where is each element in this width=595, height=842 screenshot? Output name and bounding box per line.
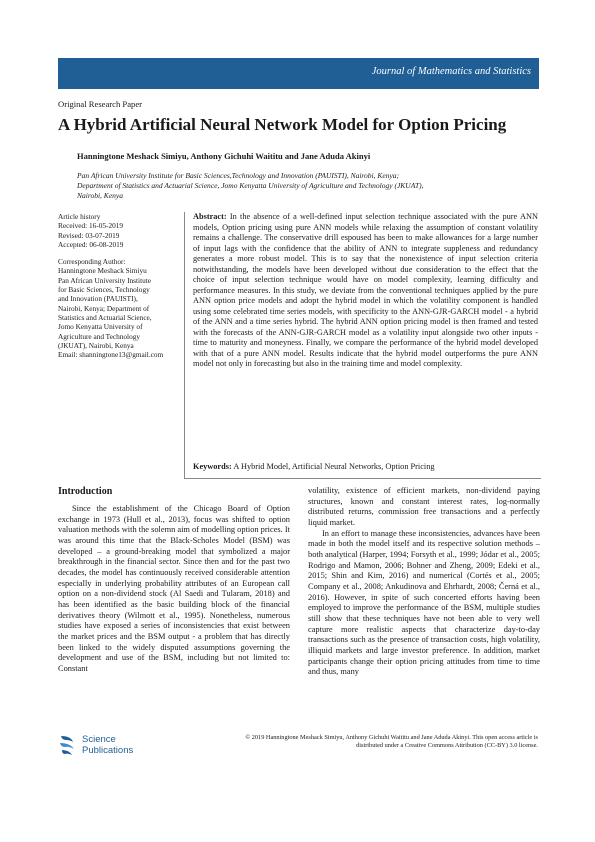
article-sidebar [58,212,178,359]
publisher-line: Science [82,734,116,745]
corresponding-line: Statistics and Actuarial Science, [58,312,152,322]
copyright-notice [196,734,538,750]
body-column-right [308,486,540,678]
corresponding-line: Nairobi, Kenya; Department of [58,303,150,313]
body-column-left [58,486,290,675]
journal-name: Journal of Mathematics and Statistics [371,66,531,77]
journal-banner [58,58,539,89]
science-publications-logo-icon [58,734,78,756]
paragraph: Since the establishment of the Chicago Board of Option exchange in 1973 (Hull et al., 2013), focus was shifted to option valuation methods with the solemn aim of modelling option prices. It was around this time that the Black-Scholes Model (BSM) was developed – a ground-breaking model that symbolized a major breakthrough in the financial sector. Since then and for the past two decades, the model has continuously received considerable attention especially in underlying probability attributes of an European call option on a non-dividend stock (Al Saedi and Tularam, 2018) and has been identified as the basic building block of the financial derivatives theory (Wilmott et al., 1995). Nonetheless, numerous studies have exposed a series of inconsistencies that exist between the market prices and the BSM output - a problem that has directly been linked to the widely disputed assumptions governing the development and use of the BSM, including but not limited to: Constant [58,504,290,673]
history-line: Accepted: 06-08-2019 [58,239,124,249]
paragraph: In an effort to manage these inconsistencies, advances have been made in both the model itself and its respective solution methods – both analytical (Harper, 1994; Forsyth et al., 1999; Jódar et al., 2005; Rodrigo and Mamon, 2006; Bohner and Zheng, 2009; Edeki et al., 2015; Shin and Kim, 2016) and numerical (Cortés et al., 2005; Company et al., 2008; Ankudinova and Ehrhardt, 2008; Černá et al., 2016). However, in spite of such concerted efforts having been employed to improve the performance of the BSM, multiple studies still show that these techniques have not been able to very well capture more realistic aspects that characterize day-to-day transactions such as the presence of transaction costs, high volatility, illiquid markets and large investor preference. In addition, market participants change their option pricing attitudes from time to time and thus, many [308,528,540,677]
corresponding-line: and Innovation (PAUISTI), [58,294,138,304]
abstract-text: In the absence of a well-defined input selection technique associated with the pure ANN models, Option pricing using pure ANN models while relaxing the assumption of constant volatility remains a challenge. The conservative drill espoused has been to make allowances for a large number of input lags with the confidence that the ability of ANN to integrate suppleness and redundancy generates a more robust model. This is to say that the nonexistence of input selection criteria notwithstanding, the models have been developed without due consideration to the effect that the choice of input selection technique would have on model complexity, learning difficulty and performance measures. In this study, we deviate from the conventional techniques applied by the pure ANN option price models and adopt the hybrid model in which the volatility component is handled using some celebrated time series models, with specificity to the ANN-GJR-GARCH model - a hybrid of the ANN and a time series hybrid. The hybrid ANN option pricing model is then framed and tested with the forecasts of the ANN-GJR-GARCH model as a volatility input alongside two other inputs - time to maturity and moneyness. Finally, we compare the performance of the hybrid model developed with that of a pure ANN model. Results indicate that the hybrid model outperforms the pure ANN model not only in forecasting but also in the training time and model complexity. [193,212,538,368]
history-line: Revised: 03-07-2019 [58,230,120,240]
corresponding-line: Pan African University Institute [58,275,152,285]
corresponding-line: (JKUAT), Nairobi, Kenya [58,340,134,350]
affiliation-line: Pan African University Institute for Basic Sciences,Technology and Innovation (PAUISTI), Nairobi, Kenya; [77,171,400,180]
publisher-logo [58,734,148,764]
affiliation-line: Nairobi, Kenya [77,191,123,201]
keywords-label: Keywords: [193,462,232,471]
corresponding-line: for Basic Sciences, Technology [58,285,150,295]
corresponding-line: Jomo Kenyatta University of [58,322,143,332]
paragraph: volatility, existence of efficient markets, non-dividend paying structures, known and constant interest rates, log-normally distributed returns, commission free transactions and a perfectly liquid market. [308,486,540,527]
affiliation-line: Department of Statistics and Actuarial Science, Jomo Kenyatta University of Agriculture and Technology (JKUAT), [77,181,424,191]
publisher-line: Publications [82,745,134,756]
email-line[interactable]: Email: shanningtone13@gmail.com [58,350,164,360]
copyright-line: distributed under a Creative Commons Attribution (CC-BY) 3.0 license. [356,742,538,749]
history-line: Article history [58,212,101,221]
corresponding-line: Corresponding Author: [58,257,126,267]
publisher-name [82,734,133,756]
keywords [193,462,435,471]
abstract-box [184,212,541,479]
abstract [193,212,538,370]
affiliation [77,171,537,202]
keywords-text: A Hybrid Model, Artificial Neural Networks, Option Pricing [233,462,435,471]
corresponding-line: Hanningtone Meshack Simiyu [58,266,147,276]
paper-title: A Hybrid Artificial Neural Network Model for Option Pricing [58,115,507,134]
corresponding-line: Agriculture and Technology [58,331,141,341]
section-heading-introduction: Introduction [58,486,113,497]
article-type: Original Research Paper [58,99,142,109]
history-line: Received: 16-05-2019 [58,221,124,231]
authors: Hanningtone Meshack Simiyu, Anthony Gichuhi Waititu and Jane Aduda Akinyi [77,151,371,161]
copyright-line: © 2019 Hanningtone Meshack Simiyu, Anthony Gichuhi Waititu and Jane Aduda Akinyi. This open access article is [245,734,538,741]
abstract-label: Abstract: [193,212,227,221]
